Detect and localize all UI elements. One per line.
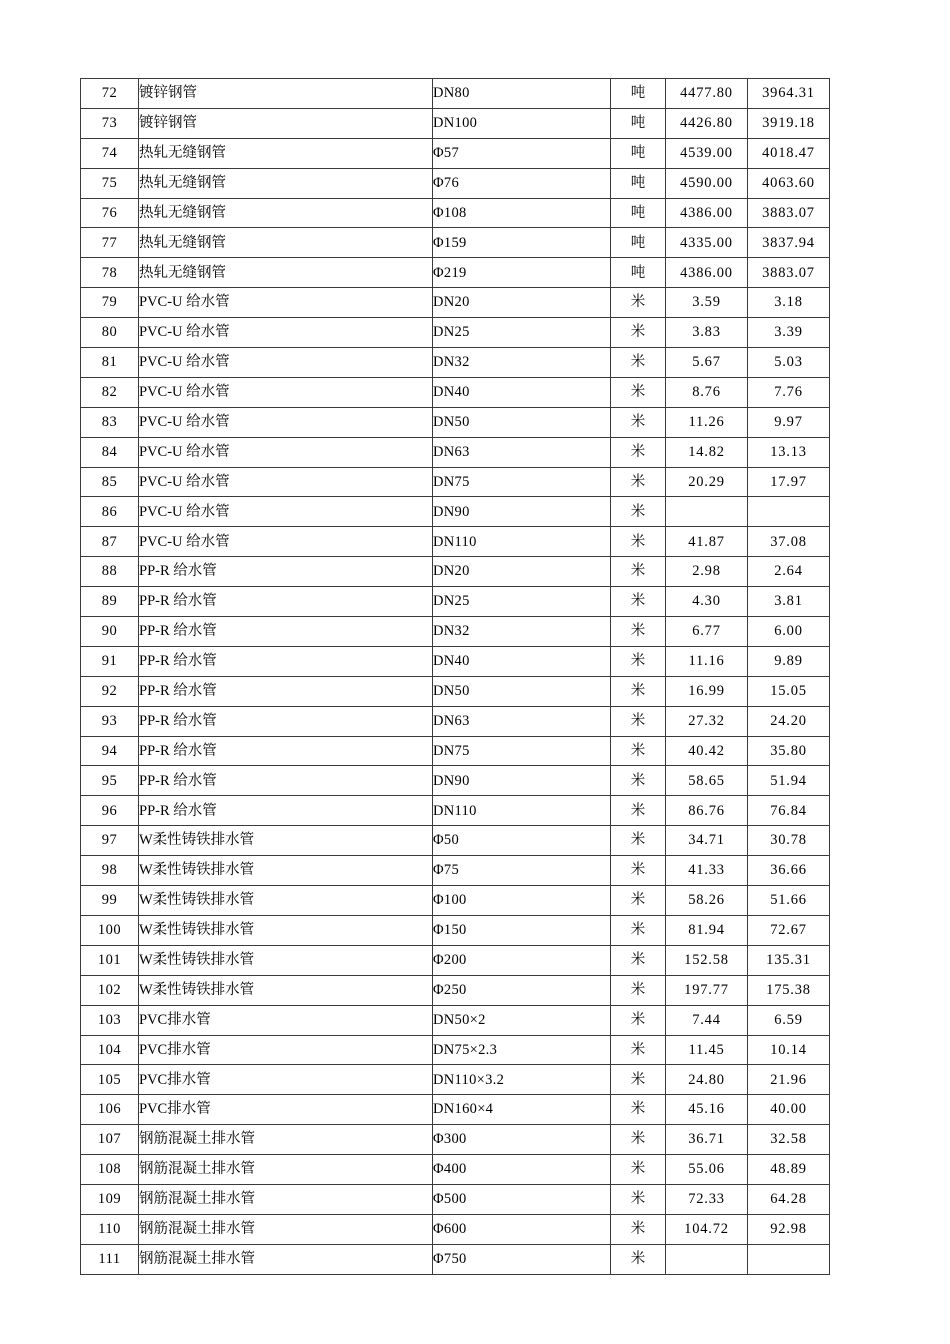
price-with-tax-cell: 3.83 <box>666 318 748 348</box>
unit-cell: 米 <box>611 377 666 407</box>
row-number-cell: 78 <box>81 258 139 288</box>
table-row <box>81 1095 830 1125</box>
specification-cell: DN110 <box>433 527 611 557</box>
specification-cell: DN90 <box>433 497 611 527</box>
material-name-cell: PP-R 给水管 <box>139 587 433 617</box>
specification-cell: DN75 <box>433 467 611 497</box>
material-name-cell: PVC排水管 <box>139 1035 433 1065</box>
price-with-tax-cell: 11.45 <box>666 1035 748 1065</box>
table-row <box>81 258 830 288</box>
table-row <box>81 138 830 168</box>
unit-cell: 米 <box>611 1244 666 1274</box>
table-row <box>81 467 830 497</box>
table-row <box>81 706 830 736</box>
unit-cell: 吨 <box>611 198 666 228</box>
material-name-cell: 钢筋混凝土排水管 <box>139 1125 433 1155</box>
price-without-tax-cell: 6.59 <box>748 1005 830 1035</box>
price-without-tax-cell: 76.84 <box>748 796 830 826</box>
price-without-tax-cell: 92.98 <box>748 1214 830 1244</box>
table-row <box>81 1155 830 1185</box>
row-number-cell: 98 <box>81 856 139 886</box>
specification-cell: Φ250 <box>433 975 611 1005</box>
unit-cell: 米 <box>611 646 666 676</box>
specification-cell: Φ150 <box>433 915 611 945</box>
row-number-cell: 87 <box>81 527 139 557</box>
unit-cell: 米 <box>611 1005 666 1035</box>
table-row <box>81 407 830 437</box>
unit-cell: 米 <box>611 617 666 647</box>
price-with-tax-cell: 41.87 <box>666 527 748 557</box>
row-number-cell: 73 <box>81 108 139 138</box>
specification-cell: DN100 <box>433 108 611 138</box>
specification-cell: Φ108 <box>433 198 611 228</box>
table-row <box>81 856 830 886</box>
material-name-cell: PVC-U 给水管 <box>139 318 433 348</box>
specification-cell: DN75 <box>433 736 611 766</box>
specification-cell: Φ57 <box>433 138 611 168</box>
unit-cell: 米 <box>611 826 666 856</box>
specification-cell: DN75×2.3 <box>433 1035 611 1065</box>
row-number-cell: 84 <box>81 437 139 467</box>
price-with-tax-cell: 36.71 <box>666 1125 748 1155</box>
unit-cell: 米 <box>611 706 666 736</box>
specification-cell: DN110×3.2 <box>433 1065 611 1095</box>
material-name-cell: 热轧无缝钢管 <box>139 258 433 288</box>
unit-cell: 米 <box>611 1125 666 1155</box>
price-without-tax-cell: 17.97 <box>748 467 830 497</box>
price-with-tax-cell: 4386.00 <box>666 258 748 288</box>
row-number-cell: 80 <box>81 318 139 348</box>
price-with-tax-cell: 7.44 <box>666 1005 748 1035</box>
table-row <box>81 736 830 766</box>
unit-cell: 米 <box>611 587 666 617</box>
unit-cell: 米 <box>611 1095 666 1125</box>
price-with-tax-cell: 4590.00 <box>666 168 748 198</box>
material-name-cell: 钢筋混凝土排水管 <box>139 1155 433 1185</box>
specification-cell: Φ76 <box>433 168 611 198</box>
price-with-tax-cell: 16.99 <box>666 676 748 706</box>
table-row <box>81 1005 830 1035</box>
row-number-cell: 74 <box>81 138 139 168</box>
material-name-cell: PVC-U 给水管 <box>139 288 433 318</box>
specification-cell: Φ100 <box>433 886 611 916</box>
unit-cell: 吨 <box>611 168 666 198</box>
row-number-cell: 90 <box>81 617 139 647</box>
unit-cell: 米 <box>611 527 666 557</box>
row-number-cell: 94 <box>81 736 139 766</box>
table-row <box>81 108 830 138</box>
row-number-cell: 104 <box>81 1035 139 1065</box>
unit-cell: 米 <box>611 1184 666 1214</box>
price-without-tax-cell: 3.81 <box>748 587 830 617</box>
table-row <box>81 1244 830 1274</box>
specification-cell: Φ400 <box>433 1155 611 1185</box>
material-name-cell: 热轧无缝钢管 <box>139 198 433 228</box>
price-with-tax-cell: 11.16 <box>666 646 748 676</box>
row-number-cell: 92 <box>81 676 139 706</box>
price-without-tax-cell: 36.66 <box>748 856 830 886</box>
specification-cell: Φ200 <box>433 945 611 975</box>
unit-cell: 米 <box>611 407 666 437</box>
table-row <box>81 198 830 228</box>
material-name-cell: W柔性铸铁排水管 <box>139 886 433 916</box>
price-without-tax-cell: 9.89 <box>748 646 830 676</box>
row-number-cell: 86 <box>81 497 139 527</box>
price-with-tax-cell: 58.65 <box>666 766 748 796</box>
unit-cell: 米 <box>611 736 666 766</box>
specification-cell: DN20 <box>433 288 611 318</box>
price-without-tax-cell: 3883.07 <box>748 198 830 228</box>
price-with-tax-cell: 2.98 <box>666 557 748 587</box>
specification-cell: DN63 <box>433 437 611 467</box>
unit-cell: 吨 <box>611 138 666 168</box>
material-name-cell: W柔性铸铁排水管 <box>139 856 433 886</box>
table-row <box>81 377 830 407</box>
price-without-tax-cell: 48.89 <box>748 1155 830 1185</box>
row-number-cell: 106 <box>81 1095 139 1125</box>
material-name-cell: PVC排水管 <box>139 1005 433 1035</box>
price-without-tax-cell: 3964.31 <box>748 79 830 109</box>
price-without-tax-cell: 15.05 <box>748 676 830 706</box>
price-with-tax-cell: 20.29 <box>666 467 748 497</box>
table-row <box>81 348 830 378</box>
material-name-cell: PVC-U 给水管 <box>139 348 433 378</box>
price-without-tax-cell: 3.39 <box>748 318 830 348</box>
price-without-tax-cell: 51.66 <box>748 886 830 916</box>
material-name-cell: 热轧无缝钢管 <box>139 168 433 198</box>
price-with-tax-cell: 6.77 <box>666 617 748 647</box>
price-without-tax-cell: 3919.18 <box>748 108 830 138</box>
price-without-tax-cell: 35.80 <box>748 736 830 766</box>
price-without-tax-cell <box>748 1244 830 1274</box>
price-with-tax-cell: 45.16 <box>666 1095 748 1125</box>
price-without-tax-cell: 13.13 <box>748 437 830 467</box>
row-number-cell: 89 <box>81 587 139 617</box>
specification-cell: DN25 <box>433 318 611 348</box>
unit-cell: 米 <box>611 467 666 497</box>
unit-cell: 米 <box>611 288 666 318</box>
material-name-cell: PP-R 给水管 <box>139 796 433 826</box>
material-name-cell: W柔性铸铁排水管 <box>139 915 433 945</box>
price-with-tax-cell: 4386.00 <box>666 198 748 228</box>
unit-cell: 米 <box>611 766 666 796</box>
unit-cell: 米 <box>611 1065 666 1095</box>
price-without-tax-cell <box>748 497 830 527</box>
price-without-tax-cell: 64.28 <box>748 1184 830 1214</box>
price-with-tax-cell <box>666 497 748 527</box>
price-without-tax-cell: 4063.60 <box>748 168 830 198</box>
specification-cell: DN160×4 <box>433 1095 611 1125</box>
unit-cell: 吨 <box>611 108 666 138</box>
price-without-tax-cell: 3.18 <box>748 288 830 318</box>
price-with-tax-cell: 11.26 <box>666 407 748 437</box>
specification-cell: DN20 <box>433 557 611 587</box>
row-number-cell: 99 <box>81 886 139 916</box>
price-without-tax-cell: 40.00 <box>748 1095 830 1125</box>
material-name-cell: W柔性铸铁排水管 <box>139 826 433 856</box>
specification-cell: Φ600 <box>433 1214 611 1244</box>
specification-cell: DN90 <box>433 766 611 796</box>
unit-cell: 米 <box>611 915 666 945</box>
unit-cell: 吨 <box>611 79 666 109</box>
specification-cell: Φ159 <box>433 228 611 258</box>
specification-cell: Φ500 <box>433 1184 611 1214</box>
row-number-cell: 72 <box>81 79 139 109</box>
unit-cell: 米 <box>611 975 666 1005</box>
price-with-tax-cell: 104.72 <box>666 1214 748 1244</box>
price-with-tax-cell: 81.94 <box>666 915 748 945</box>
row-number-cell: 95 <box>81 766 139 796</box>
price-without-tax-cell: 24.20 <box>748 706 830 736</box>
unit-cell: 米 <box>611 886 666 916</box>
table-row <box>81 766 830 796</box>
specification-cell: DN50 <box>433 407 611 437</box>
row-number-cell: 105 <box>81 1065 139 1095</box>
price-with-tax-cell: 3.59 <box>666 288 748 318</box>
price-without-tax-cell: 135.31 <box>748 945 830 975</box>
unit-cell: 米 <box>611 437 666 467</box>
material-name-cell: 镀锌钢管 <box>139 79 433 109</box>
material-name-cell: PVC-U 给水管 <box>139 407 433 437</box>
table-row <box>81 646 830 676</box>
unit-cell: 米 <box>611 348 666 378</box>
table-row <box>81 557 830 587</box>
price-with-tax-cell: 86.76 <box>666 796 748 826</box>
specification-cell: DN40 <box>433 377 611 407</box>
unit-cell: 米 <box>611 557 666 587</box>
row-number-cell: 109 <box>81 1184 139 1214</box>
material-name-cell: W柔性铸铁排水管 <box>139 945 433 975</box>
price-without-tax-cell: 175.38 <box>748 975 830 1005</box>
material-name-cell: PVC-U 给水管 <box>139 527 433 557</box>
price-with-tax-cell: 4335.00 <box>666 228 748 258</box>
row-number-cell: 110 <box>81 1214 139 1244</box>
price-with-tax-cell: 5.67 <box>666 348 748 378</box>
price-without-tax-cell: 10.14 <box>748 1035 830 1065</box>
material-name-cell: PVC排水管 <box>139 1095 433 1125</box>
row-number-cell: 97 <box>81 826 139 856</box>
row-number-cell: 91 <box>81 646 139 676</box>
material-name-cell: W柔性铸铁排水管 <box>139 975 433 1005</box>
price-without-tax-cell: 2.64 <box>748 557 830 587</box>
specification-cell: DN110 <box>433 796 611 826</box>
material-name-cell: 镀锌钢管 <box>139 108 433 138</box>
specification-cell: Φ50 <box>433 826 611 856</box>
specification-cell: Φ750 <box>433 1244 611 1274</box>
specification-cell: DN80 <box>433 79 611 109</box>
material-name-cell: PP-R 给水管 <box>139 676 433 706</box>
price-without-tax-cell: 6.00 <box>748 617 830 647</box>
table-row <box>81 1184 830 1214</box>
material-name-cell: 钢筋混凝土排水管 <box>139 1214 433 1244</box>
price-with-tax-cell: 4539.00 <box>666 138 748 168</box>
price-without-tax-cell: 30.78 <box>748 826 830 856</box>
unit-cell: 米 <box>611 318 666 348</box>
table-row <box>81 497 830 527</box>
table-row <box>81 288 830 318</box>
row-number-cell: 75 <box>81 168 139 198</box>
price-with-tax-cell: 40.42 <box>666 736 748 766</box>
unit-cell: 米 <box>611 676 666 706</box>
price-without-tax-cell: 51.94 <box>748 766 830 796</box>
price-with-tax-cell: 4426.80 <box>666 108 748 138</box>
material-name-cell: 钢筋混凝土排水管 <box>139 1244 433 1274</box>
row-number-cell: 82 <box>81 377 139 407</box>
row-number-cell: 96 <box>81 796 139 826</box>
material-name-cell: PVC-U 给水管 <box>139 377 433 407</box>
row-number-cell: 108 <box>81 1155 139 1185</box>
table-row <box>81 1214 830 1244</box>
price-with-tax-cell: 55.06 <box>666 1155 748 1185</box>
material-name-cell: 钢筋混凝土排水管 <box>139 1184 433 1214</box>
material-name-cell: PVC-U 给水管 <box>139 467 433 497</box>
price-with-tax-cell: 27.32 <box>666 706 748 736</box>
price-with-tax-cell: 8.76 <box>666 377 748 407</box>
material-name-cell: PP-R 给水管 <box>139 736 433 766</box>
row-number-cell: 81 <box>81 348 139 378</box>
table-row <box>81 617 830 647</box>
specification-cell: DN63 <box>433 706 611 736</box>
row-number-cell: 93 <box>81 706 139 736</box>
material-name-cell: PVC-U 给水管 <box>139 437 433 467</box>
price-without-tax-cell: 21.96 <box>748 1065 830 1095</box>
table-row <box>81 915 830 945</box>
row-number-cell: 79 <box>81 288 139 318</box>
table-row <box>81 1125 830 1155</box>
price-with-tax-cell: 24.80 <box>666 1065 748 1095</box>
row-number-cell: 101 <box>81 945 139 975</box>
table-row <box>81 587 830 617</box>
table-row <box>81 676 830 706</box>
price-with-tax-cell: 4.30 <box>666 587 748 617</box>
specification-cell: Φ219 <box>433 258 611 288</box>
unit-cell: 米 <box>611 945 666 975</box>
row-number-cell: 103 <box>81 1005 139 1035</box>
material-name-cell: PP-R 给水管 <box>139 706 433 736</box>
price-without-tax-cell: 5.03 <box>748 348 830 378</box>
price-with-tax-cell <box>666 1244 748 1274</box>
specification-cell: DN32 <box>433 617 611 647</box>
specification-cell: DN50×2 <box>433 1005 611 1035</box>
specification-cell: DN40 <box>433 646 611 676</box>
row-number-cell: 76 <box>81 198 139 228</box>
row-number-cell: 107 <box>81 1125 139 1155</box>
row-number-cell: 88 <box>81 557 139 587</box>
unit-cell: 吨 <box>611 228 666 258</box>
table-row <box>81 1035 830 1065</box>
table-row <box>81 796 830 826</box>
material-price-table <box>80 78 830 1275</box>
row-number-cell: 111 <box>81 1244 139 1274</box>
table-row <box>81 318 830 348</box>
price-table-container <box>80 78 829 1275</box>
row-number-cell: 85 <box>81 467 139 497</box>
table-row <box>81 79 830 109</box>
price-without-tax-cell: 3883.07 <box>748 258 830 288</box>
table-row <box>81 886 830 916</box>
row-number-cell: 77 <box>81 228 139 258</box>
row-number-cell: 100 <box>81 915 139 945</box>
unit-cell: 吨 <box>611 258 666 288</box>
table-row <box>81 975 830 1005</box>
row-number-cell: 83 <box>81 407 139 437</box>
price-with-tax-cell: 41.33 <box>666 856 748 886</box>
table-row <box>81 168 830 198</box>
price-with-tax-cell: 152.58 <box>666 945 748 975</box>
table-row <box>81 527 830 557</box>
material-name-cell: PP-R 给水管 <box>139 646 433 676</box>
material-name-cell: 热轧无缝钢管 <box>139 228 433 258</box>
table-row <box>81 826 830 856</box>
table-row <box>81 1065 830 1095</box>
price-with-tax-cell: 4477.80 <box>666 79 748 109</box>
specification-cell: DN25 <box>433 587 611 617</box>
price-with-tax-cell: 58.26 <box>666 886 748 916</box>
price-with-tax-cell: 34.71 <box>666 826 748 856</box>
price-with-tax-cell: 14.82 <box>666 437 748 467</box>
material-name-cell: PP-R 给水管 <box>139 617 433 647</box>
material-name-cell: PVC排水管 <box>139 1065 433 1095</box>
specification-cell: DN50 <box>433 676 611 706</box>
specification-cell: DN32 <box>433 348 611 378</box>
unit-cell: 米 <box>611 1155 666 1185</box>
price-without-tax-cell: 9.97 <box>748 407 830 437</box>
unit-cell: 米 <box>611 497 666 527</box>
table-row <box>81 437 830 467</box>
material-name-cell: PVC-U 给水管 <box>139 497 433 527</box>
table-body <box>81 79 830 1275</box>
row-number-cell: 102 <box>81 975 139 1005</box>
specification-cell: Φ75 <box>433 856 611 886</box>
price-without-tax-cell: 4018.47 <box>748 138 830 168</box>
unit-cell: 米 <box>611 796 666 826</box>
table-row <box>81 945 830 975</box>
price-without-tax-cell: 32.58 <box>748 1125 830 1155</box>
price-with-tax-cell: 197.77 <box>666 975 748 1005</box>
price-without-tax-cell: 7.76 <box>748 377 830 407</box>
price-without-tax-cell: 72.67 <box>748 915 830 945</box>
unit-cell: 米 <box>611 1035 666 1065</box>
material-name-cell: PP-R 给水管 <box>139 557 433 587</box>
material-name-cell: 热轧无缝钢管 <box>139 138 433 168</box>
price-with-tax-cell: 72.33 <box>666 1184 748 1214</box>
unit-cell: 米 <box>611 856 666 886</box>
price-without-tax-cell: 37.08 <box>748 527 830 557</box>
table-row <box>81 228 830 258</box>
unit-cell: 米 <box>611 1214 666 1244</box>
material-name-cell: PP-R 给水管 <box>139 766 433 796</box>
specification-cell: Φ300 <box>433 1125 611 1155</box>
price-without-tax-cell: 3837.94 <box>748 228 830 258</box>
